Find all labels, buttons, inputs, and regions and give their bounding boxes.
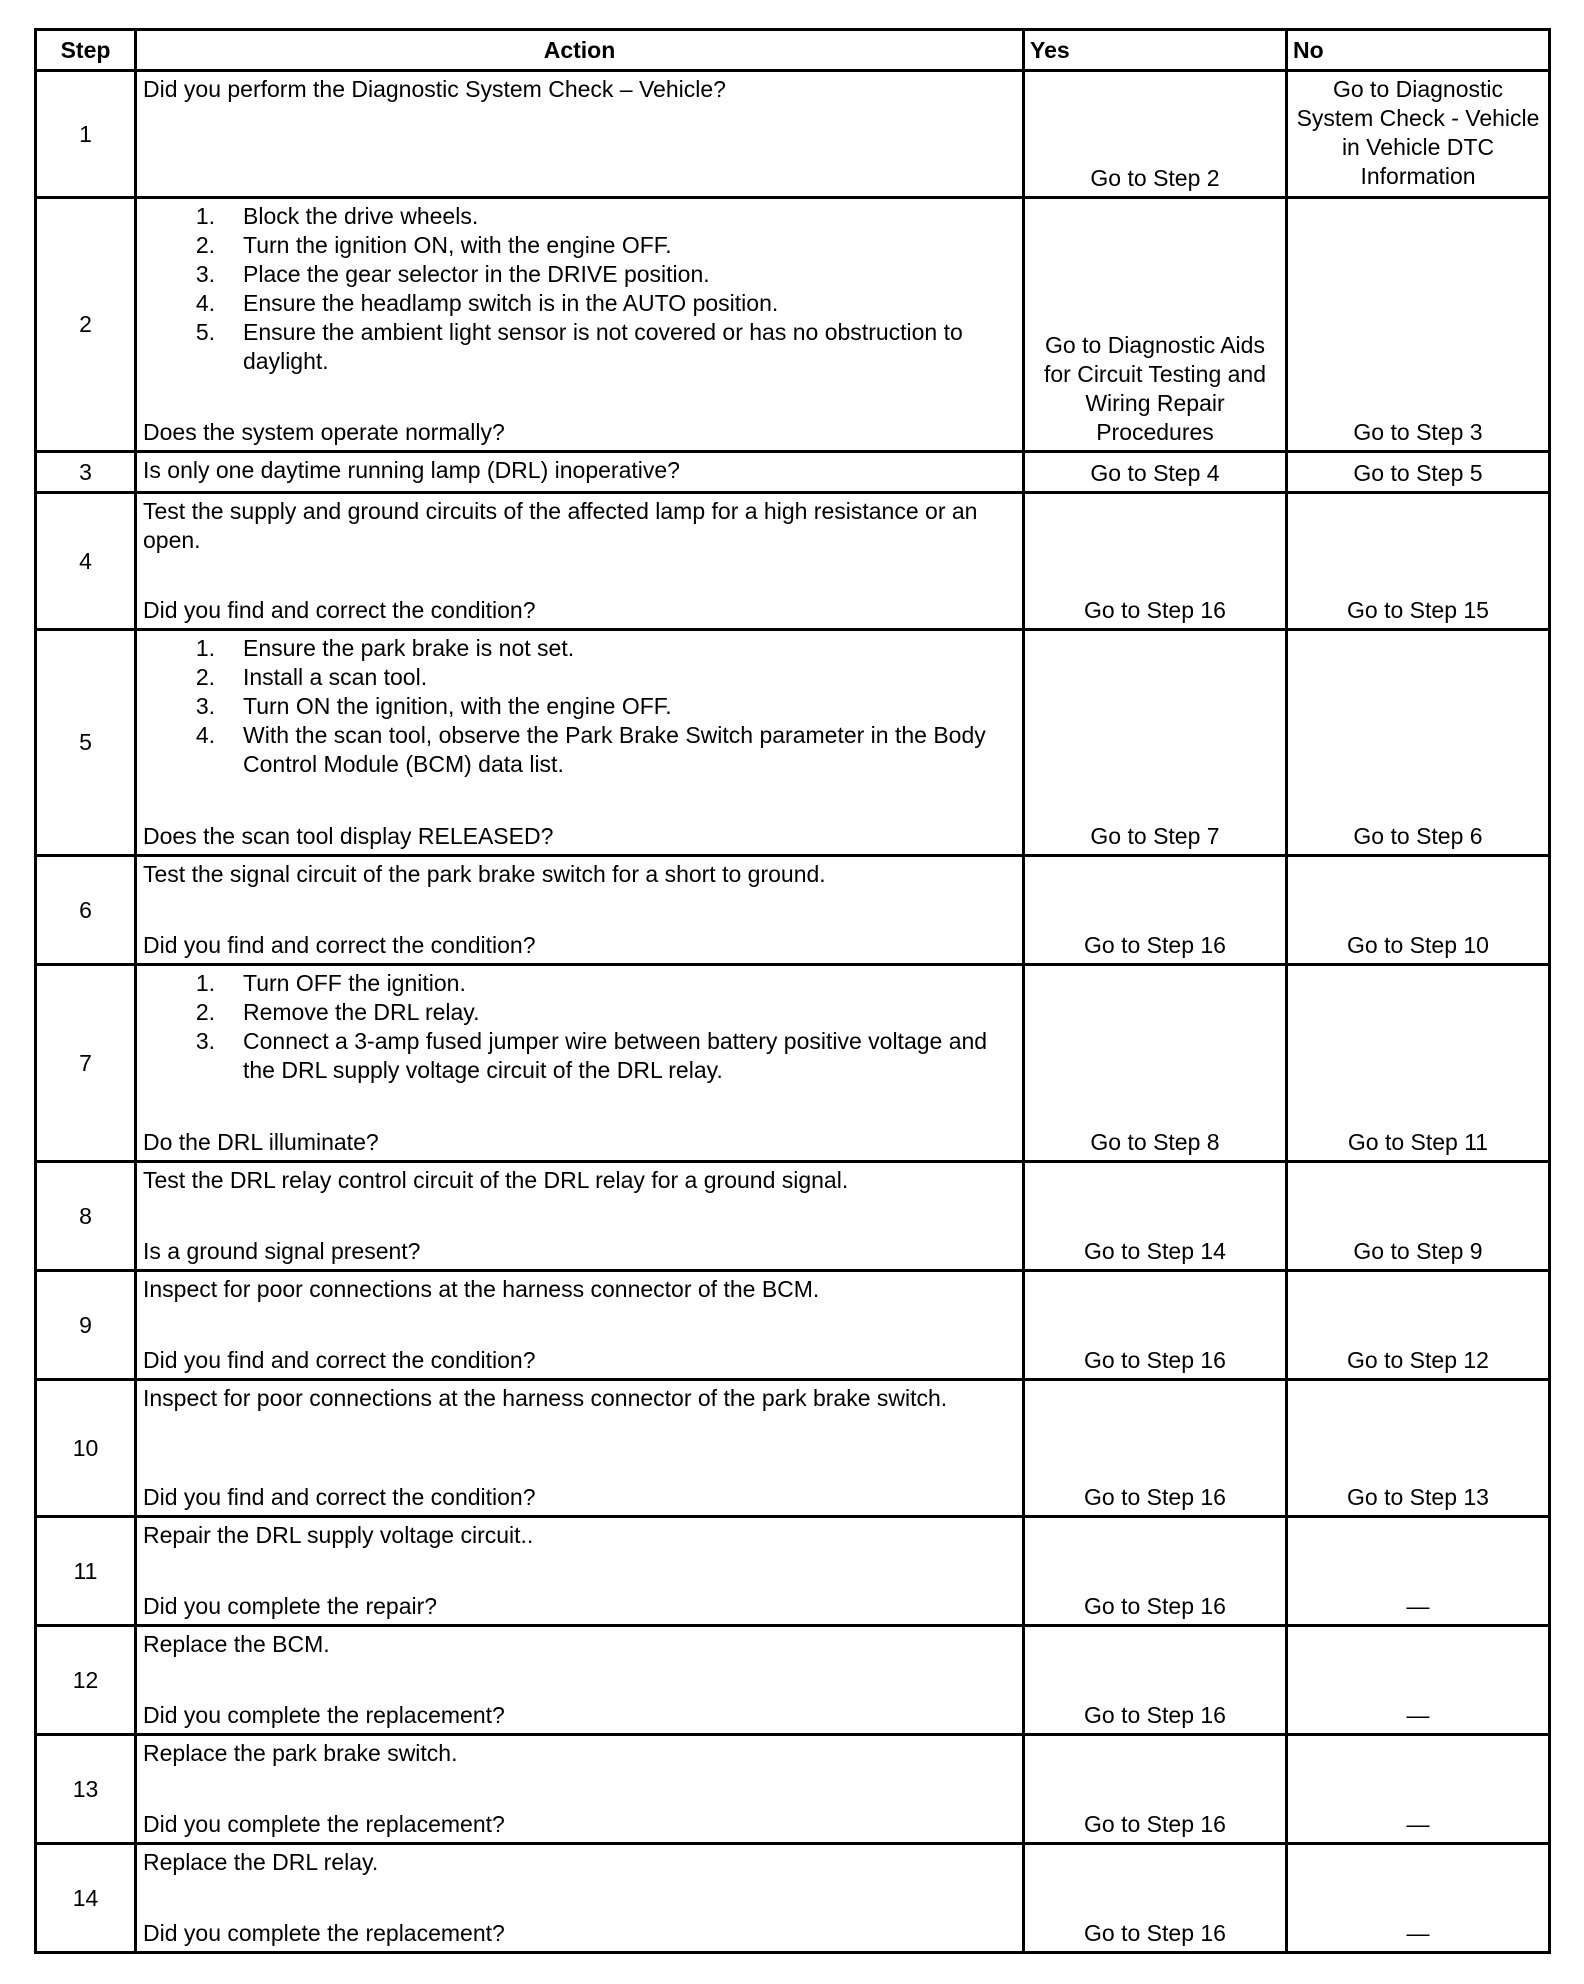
- action-text: Inspect for poor connections at the harness connector of the park brake switch.: [143, 1385, 948, 1411]
- step-number: 6: [36, 856, 136, 965]
- yes-cell: Go to Step 16: [1024, 1844, 1287, 1953]
- list-item-text: Turn the ignition ON, with the engine OFF.: [243, 232, 672, 258]
- list-item-number: 3.: [195, 693, 215, 719]
- no-cell: Go to Step 9: [1287, 1162, 1550, 1271]
- table-row: [36, 452, 1550, 493]
- action-cell: [136, 71, 1024, 198]
- list-item: [143, 202, 1016, 231]
- list-item: [143, 969, 1016, 998]
- action-cell: [136, 630, 1024, 856]
- no-cell: —: [1287, 1517, 1550, 1626]
- header-yes: Yes: [1024, 30, 1287, 71]
- action-question: Did you complete the replacement?: [143, 1920, 505, 1946]
- list-item-number: 2.: [195, 999, 215, 1025]
- no-cell: Go to Step 3: [1287, 198, 1550, 452]
- yes-cell: Go to Step 7: [1024, 630, 1287, 856]
- yes-cell: Go to Step 14: [1024, 1162, 1287, 1271]
- action-text: Test the signal circuit of the park brake switch for a short to ground.: [143, 861, 826, 887]
- list-item-text: Turn ON the ignition, with the engine OFF.: [243, 693, 672, 719]
- list-item-text: Connect a 3-amp fused jumper wire between battery positive voltage and the DRL supply voltage circuit of the DRL relay.: [243, 1028, 988, 1083]
- list-item-text: Ensure the ambient light sensor is not covered or has no obstruction to daylight.: [243, 319, 963, 374]
- no-cell: Go to Step 11: [1287, 965, 1550, 1162]
- action-question: Is a ground signal present?: [143, 1238, 421, 1264]
- step-number: 13: [36, 1735, 136, 1844]
- action-text: Is only one daytime running lamp (DRL) inoperative?: [143, 457, 680, 483]
- list-item-number: 1.: [195, 203, 215, 229]
- yes-cell: Go to Step 8: [1024, 965, 1287, 1162]
- list-item: [143, 721, 1016, 779]
- list-item: [143, 1027, 1016, 1085]
- table-row: [36, 493, 1550, 630]
- table-row: [36, 1162, 1550, 1271]
- list-item: [143, 998, 1016, 1027]
- step-number: 11: [36, 1517, 136, 1626]
- action-question: Did you find and correct the condition?: [143, 932, 536, 958]
- table-row: [36, 71, 1550, 198]
- action-text: Replace the BCM.: [143, 1631, 330, 1657]
- step-number: 12: [36, 1626, 136, 1735]
- no-cell: —: [1287, 1626, 1550, 1735]
- no-cell: —: [1287, 1844, 1550, 1953]
- action-steps-list: [143, 634, 1016, 779]
- list-item-text: Remove the DRL relay.: [243, 999, 480, 1025]
- table-row: [36, 856, 1550, 965]
- list-item-number: 5.: [195, 319, 215, 345]
- step-number: 10: [36, 1380, 136, 1517]
- step-number: 5: [36, 630, 136, 856]
- list-item: [143, 692, 1016, 721]
- list-item: [143, 318, 1016, 376]
- list-item-number: 1.: [195, 970, 215, 996]
- action-text: Inspect for poor connections at the harness connector of the BCM.: [143, 1276, 820, 1302]
- action-cell: [136, 198, 1024, 452]
- table-row: [36, 1271, 1550, 1380]
- no-cell: Go to Step 13: [1287, 1380, 1550, 1517]
- table-row: [36, 1380, 1550, 1517]
- list-item: [143, 231, 1016, 260]
- action-text: Replace the park brake switch.: [143, 1740, 458, 1766]
- step-number: 14: [36, 1844, 136, 1953]
- table-row: [36, 965, 1550, 1162]
- list-item-text: Ensure the park brake is not set.: [243, 635, 575, 661]
- step-number: 2: [36, 198, 136, 452]
- header-no: No: [1287, 30, 1550, 71]
- list-item-number: 1.: [195, 635, 215, 661]
- yes-cell: Go to Step 16: [1024, 1517, 1287, 1626]
- yes-cell: Go to Step 16: [1024, 1735, 1287, 1844]
- action-question: Do the DRL illuminate?: [143, 1129, 379, 1155]
- no-cell: Go to Step 5: [1287, 452, 1550, 493]
- no-cell: —: [1287, 1735, 1550, 1844]
- list-item-number: 2.: [195, 664, 215, 690]
- action-text: Test the supply and ground circuits of the affected lamp for a high resistance or an open.: [143, 498, 978, 553]
- header-row: [36, 30, 1550, 71]
- list-item-number: 3.: [195, 261, 215, 287]
- action-steps-list: [143, 969, 1016, 1085]
- step-number: 3: [36, 452, 136, 493]
- action-cell: [136, 1271, 1024, 1380]
- header-action: Action: [136, 30, 1024, 71]
- step-number: 7: [36, 965, 136, 1162]
- action-question: Did you find and correct the condition?: [143, 597, 536, 623]
- header-step: Step: [36, 30, 136, 71]
- diagnostic-table: [34, 28, 1551, 1954]
- action-text: Repair the DRL supply voltage circuit..: [143, 1522, 534, 1548]
- table-row: [36, 1735, 1550, 1844]
- action-cell: [136, 856, 1024, 965]
- table-row: [36, 1517, 1550, 1626]
- yes-cell: Go to Diagnostic Aids for Circuit Testing and Wiring Repair Procedures: [1024, 198, 1287, 452]
- step-number: 1: [36, 71, 136, 198]
- action-question: Did you complete the replacement?: [143, 1702, 505, 1728]
- list-item-text: With the scan tool, observe the Park Brake Switch parameter in the Body Control Module (BCM) data list.: [243, 722, 986, 777]
- list-item-text: Place the gear selector in the DRIVE position.: [243, 261, 710, 287]
- no-cell: Go to Step 6: [1287, 630, 1550, 856]
- table-row: [36, 1626, 1550, 1735]
- action-cell: [136, 452, 1024, 493]
- action-question: Did you complete the repair?: [143, 1593, 438, 1619]
- list-item: [143, 289, 1016, 318]
- action-cell: [136, 1162, 1024, 1271]
- yes-cell: Go to Step 2: [1024, 71, 1287, 198]
- step-number: 4: [36, 493, 136, 630]
- list-item: [143, 663, 1016, 692]
- no-cell: Go to Step 12: [1287, 1271, 1550, 1380]
- step-number: 8: [36, 1162, 136, 1271]
- list-item-number: 4.: [195, 722, 215, 748]
- yes-cell: Go to Step 16: [1024, 1626, 1287, 1735]
- list-item-number: 2.: [195, 232, 215, 258]
- yes-cell: Go to Step 16: [1024, 493, 1287, 630]
- list-item-text: Ensure the headlamp switch is in the AUTO position.: [243, 290, 779, 316]
- action-text: Test the DRL relay control circuit of the DRL relay for a ground signal.: [143, 1167, 849, 1193]
- action-text: Replace the DRL relay.: [143, 1849, 379, 1875]
- action-question: Does the scan tool display RELEASED?: [143, 823, 554, 849]
- yes-cell: Go to Step 16: [1024, 1380, 1287, 1517]
- action-cell: [136, 1380, 1024, 1517]
- yes-cell: Go to Step 4: [1024, 452, 1287, 493]
- action-cell: [136, 1844, 1024, 1953]
- no-cell: Go to Diagnostic System Check - Vehicle in Vehicle DTC Information: [1287, 71, 1550, 198]
- yes-cell: Go to Step 16: [1024, 1271, 1287, 1380]
- action-cell: [136, 1626, 1024, 1735]
- no-cell: Go to Step 10: [1287, 856, 1550, 965]
- table-row: [36, 630, 1550, 856]
- list-item: [143, 634, 1016, 663]
- no-cell: Go to Step 15: [1287, 493, 1550, 630]
- list-item-text: Turn OFF the ignition.: [243, 970, 466, 996]
- action-cell: [136, 1517, 1024, 1626]
- yes-cell: Go to Step 16: [1024, 856, 1287, 965]
- action-question: Does the system operate normally?: [143, 419, 505, 445]
- list-item: [143, 260, 1016, 289]
- action-steps-list: [143, 202, 1016, 376]
- step-number: 9: [36, 1271, 136, 1380]
- list-item-number: 3.: [195, 1028, 215, 1054]
- list-item-text: Block the drive wheels.: [243, 203, 479, 229]
- action-question: Did you complete the replacement?: [143, 1811, 505, 1837]
- action-question: Did you find and correct the condition?: [143, 1484, 536, 1510]
- action-question: Did you find and correct the condition?: [143, 1347, 536, 1373]
- action-cell: [136, 965, 1024, 1162]
- list-item-text: Install a scan tool.: [243, 664, 428, 690]
- table-row: [36, 1844, 1550, 1953]
- action-cell: [136, 1735, 1024, 1844]
- table-row: [36, 198, 1550, 452]
- list-item-number: 4.: [195, 290, 215, 316]
- action-text: Did you perform the Diagnostic System Check – Vehicle?: [143, 76, 726, 102]
- action-cell: [136, 493, 1024, 630]
